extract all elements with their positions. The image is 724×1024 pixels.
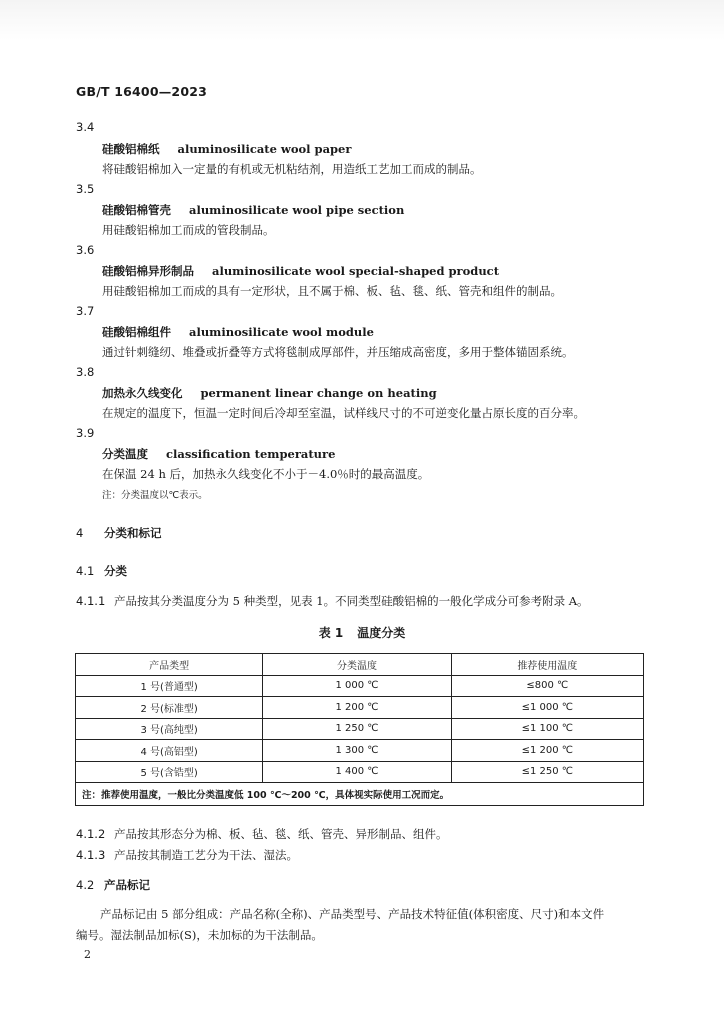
- table-row: [76, 761, 644, 783]
- subsection-number: 4.1: [76, 564, 95, 578]
- note-text: 注：分类温度以℃表示。: [102, 490, 208, 501]
- section-number: 4: [76, 526, 84, 540]
- term-zh: 硅酸铝棉管壳: [102, 203, 171, 217]
- subsection-title: 产品标记: [104, 878, 150, 892]
- section-title: 分类和标记: [104, 526, 162, 540]
- table-header-cell: 产品类型: [76, 654, 263, 676]
- table-cell: 3 号(高纯型): [76, 718, 263, 740]
- term-en: aluminosilicate wool paper: [177, 142, 352, 156]
- subsection-number: 4.2: [76, 878, 95, 892]
- term-zh: 硅酸铝棉纸: [102, 142, 160, 156]
- table-row: [76, 675, 644, 697]
- table-title: [0, 624, 724, 641]
- term-zh: 分类温度: [102, 447, 148, 461]
- clause-4-1-2: [76, 826, 448, 842]
- term-definition: 在保温 24 h 后，加热永久线变化不小于－4.0％时的最高温度。: [102, 467, 430, 481]
- term-zh: 加热永久线变化: [102, 386, 183, 400]
- term-heading: [102, 202, 404, 218]
- clause-text: 产品按其形态分为棉、板、毡、毯、纸、管壳、异形制品、组件。: [114, 827, 448, 841]
- table-cell: 1 400 ℃: [263, 761, 451, 783]
- table-row: [76, 740, 644, 762]
- term-en: aluminosilicate wool special-shaped product: [212, 264, 500, 278]
- table-row: [76, 697, 644, 719]
- clause-4-1-1: [76, 593, 589, 609]
- term-en: aluminosilicate wool module: [189, 325, 374, 339]
- term-definition: 在规定的温度下，恒温一定时间后冷却至室温，试样线尺寸的不可逆变化量占原长度的百分率。: [102, 406, 585, 420]
- term-heading: [102, 324, 374, 340]
- term-definition: 用硅酸铝棉加工而成的具有一定形状，且不属于棉、板、毡、毯、纸、管壳和组件的制品。: [102, 284, 562, 298]
- term-en: classification temperature: [166, 447, 336, 461]
- table-label: 表 1: [318, 626, 344, 640]
- table-caption: 温度分类: [357, 626, 406, 640]
- table-cell: ≤1 200 ℃: [451, 740, 643, 762]
- table-cell: 2 号(标准型): [76, 697, 263, 719]
- term-zh: 硅酸铝棉组件: [102, 325, 171, 339]
- table-cell: 1 000 ℃: [263, 675, 451, 697]
- term-definition: 通过针刺缝纫、堆叠或折叠等方式将毯制成厚部件，并压缩成高密度，多用于整体锚固系统。: [102, 345, 574, 359]
- page-number: 2: [84, 948, 91, 961]
- table-note: 注：推荐使用温度，一般比分类温度低 100 ℃～200 ℃，具体视实际使用工况而定。: [76, 783, 644, 806]
- clause-number: 3.4: [76, 120, 95, 134]
- term-heading: [102, 385, 437, 401]
- table-cell: ≤1 100 ℃: [451, 718, 643, 740]
- table-header-cell: 推荐使用温度: [451, 654, 643, 676]
- term-definition: 将硅酸铝棉加入一定量的有机或无机粘结剂，用造纸工艺加工而成的制品。: [102, 162, 482, 176]
- table-cell: 1 200 ℃: [263, 697, 451, 719]
- table-row: [76, 718, 644, 740]
- clause-number: 3.9: [76, 426, 95, 440]
- table-note-row: [76, 783, 644, 806]
- table-cell: ≤800 ℃: [451, 675, 643, 697]
- paragraph-line: 编号。湿法制品加标(S)，未加标的为干法制品。: [76, 928, 323, 942]
- clause-text: 产品按其分类温度分为 5 种类型，见表 1。不同类型硅酸铝棉的一般化学成分可参考附录 A。: [114, 594, 589, 608]
- subsection-heading: [76, 563, 127, 579]
- term-en: aluminosilicate wool pipe section: [189, 203, 405, 217]
- table-cell: 1 300 ℃: [263, 740, 451, 762]
- temperature-classification-table: [75, 653, 644, 806]
- clause-number: 4.1.2: [76, 827, 106, 841]
- scan-edge: [0, 0, 724, 40]
- subsection-heading: [76, 877, 150, 893]
- clause-number: 3.7: [76, 304, 95, 318]
- standard-number-header: GB/T 16400—2023: [76, 84, 208, 99]
- subsection-title: 分类: [104, 564, 127, 578]
- clause-number: 4.1.3: [76, 848, 106, 862]
- table-header-row: [76, 654, 644, 676]
- table-cell: 1 号(普通型): [76, 675, 263, 697]
- section-heading: [76, 525, 162, 541]
- clause-text: 产品按其制造工艺分为干法、湿法。: [114, 848, 298, 862]
- clause-number: 3.5: [76, 182, 95, 196]
- term-definition: 用硅酸铝棉加工而成的管段制品。: [102, 223, 275, 237]
- term-heading: [102, 263, 499, 279]
- clause-number: 4.1.1: [76, 594, 106, 608]
- table-cell: ≤1 000 ℃: [451, 697, 643, 719]
- table-cell: 4 号(高铝型): [76, 740, 263, 762]
- table-header-cell: 分类温度: [263, 654, 451, 676]
- term-en: permanent linear change on heating: [200, 386, 437, 400]
- table-cell: ≤1 250 ℃: [451, 761, 643, 783]
- term-zh: 硅酸铝棉异形制品: [102, 264, 194, 278]
- table-cell: 1 250 ℃: [263, 718, 451, 740]
- term-heading: [102, 141, 351, 157]
- clause-number: 3.6: [76, 243, 95, 257]
- clause-4-1-3: [76, 847, 298, 863]
- paragraph-line: 产品标记由 5 部分组成：产品名称(全称)、产品类型号、产品技术特征值(体积密度、尺寸)和本文件: [100, 907, 605, 921]
- table-cell: 5 号(含锆型): [76, 761, 263, 783]
- clause-number: 3.8: [76, 365, 95, 379]
- term-heading: [102, 446, 335, 462]
